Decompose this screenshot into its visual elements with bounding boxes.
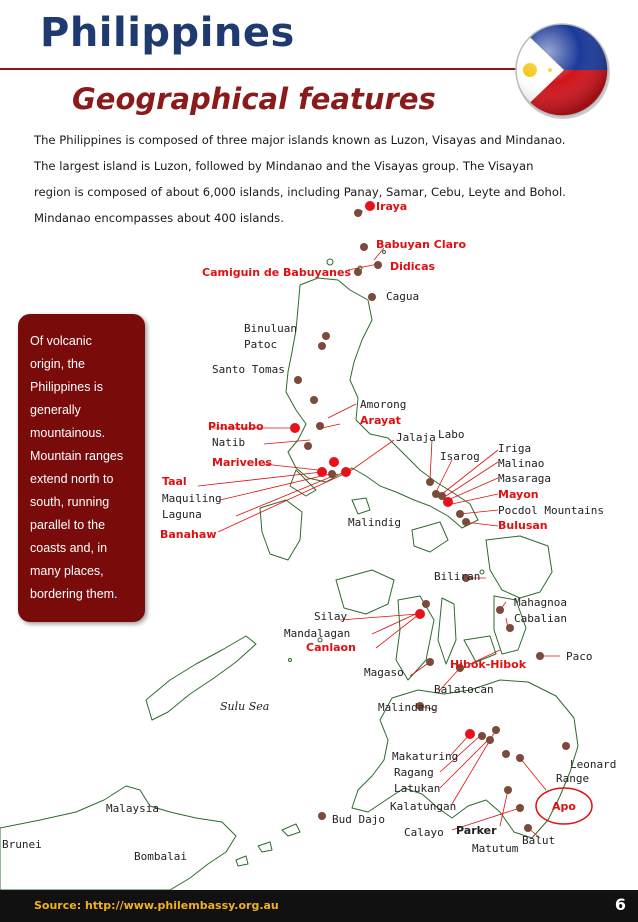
volcano-dot xyxy=(422,600,430,608)
volcano-label: Makaturing xyxy=(392,750,459,763)
callout-line: bordering them. xyxy=(30,587,118,601)
volcano-label: Cabalian xyxy=(514,612,567,625)
panay-island xyxy=(336,570,394,614)
callout-line: coasts and, in xyxy=(30,541,108,555)
volcano-dot xyxy=(329,457,339,467)
volcano-label: Binuluan xyxy=(244,322,297,335)
philippine-flag-icon xyxy=(512,20,612,120)
volcano-label: Bulusan xyxy=(498,519,548,532)
volcano-label: Ragang xyxy=(394,766,434,779)
page-subtitle: Geographical features xyxy=(72,82,436,116)
volcano-label: Jalaja xyxy=(396,431,436,444)
volcano-dot xyxy=(562,742,570,750)
place-label: Brunei xyxy=(2,838,42,851)
volcano-label: Santo Tomas xyxy=(212,363,285,376)
volcano-dot xyxy=(360,243,368,251)
callout-line: many places, xyxy=(30,564,104,578)
volcano-label: Cagua xyxy=(386,290,420,303)
callout-line: extend north to xyxy=(30,472,114,486)
sea-label: Sulu Sea xyxy=(220,700,270,713)
volcano-label: Amorong xyxy=(360,398,407,411)
place-label: Malaysia xyxy=(106,802,159,815)
volcano-label: Biliran xyxy=(434,570,481,583)
volcano-label: Balatocan xyxy=(434,683,494,696)
volcano-label: Apo xyxy=(552,800,576,813)
intro-line: The largest island is Luzon, followed by Mindanao and the Visayas group. The Visayan xyxy=(34,159,534,173)
volcano-dot xyxy=(304,442,312,450)
volcano-dot xyxy=(486,736,494,744)
volcano-dot xyxy=(374,261,382,269)
volcano-dot xyxy=(322,332,330,340)
volcano-dot xyxy=(354,209,362,217)
volcano-label: Babuyan Claro xyxy=(376,238,467,251)
volcano-dot xyxy=(365,201,375,211)
volcano-label: Matutum xyxy=(472,842,519,855)
volcano-label: Paco xyxy=(566,650,593,663)
volcano-dot xyxy=(341,467,351,477)
volcano-label: Malinao xyxy=(498,457,545,470)
intro-line: The Philippines is composed of three major islands known as Luzon, Visayas and Mindanao. xyxy=(34,133,566,147)
callout-line: Of volcanic xyxy=(30,334,92,348)
volcano-label: Pinatubo xyxy=(208,420,264,433)
volcano-label: Range xyxy=(556,772,590,785)
volcano-label: Parker xyxy=(456,824,497,837)
volcano-label: Silay xyxy=(314,610,348,623)
volcano-dot xyxy=(316,422,324,430)
callout-line: origin, the xyxy=(30,357,85,371)
volcano-label: Mandalagan xyxy=(284,627,351,640)
volcano-dot xyxy=(354,268,362,276)
callout-line: mountainous. xyxy=(30,426,106,440)
volcano-dot xyxy=(328,470,336,478)
marinduque-island xyxy=(352,498,370,514)
volcano-label: Iraya xyxy=(376,200,408,213)
volcano-dot xyxy=(506,624,514,632)
sulu-islands xyxy=(236,824,300,866)
volcano-label: Latukan xyxy=(394,782,441,795)
source-link[interactable]: Source: http://www.philembassy.org.au xyxy=(34,899,279,912)
volcano-dot xyxy=(524,824,532,832)
masbate-island xyxy=(412,522,448,552)
volcano-dot xyxy=(318,342,326,350)
volcano-label: Mahagnoa xyxy=(514,596,567,609)
volcano-label: Kalatungan xyxy=(390,800,457,813)
volcano-label: Bombalai xyxy=(134,850,187,863)
volcano-dot xyxy=(318,812,326,820)
volcano-dot xyxy=(492,726,500,734)
volcano-dot xyxy=(504,786,512,794)
volcano-dot xyxy=(516,754,524,762)
volcano-label: Laguna xyxy=(162,508,202,521)
volcano-dot xyxy=(368,293,376,301)
page-number: 6 xyxy=(614,895,626,914)
volcano-label: Labo xyxy=(438,428,465,441)
volcano-dot xyxy=(496,606,504,614)
volcano-label: Magaso xyxy=(364,666,404,679)
volcano-dot xyxy=(456,510,464,518)
cebu-island xyxy=(438,598,456,664)
volcano-label: Masaraga xyxy=(498,472,551,485)
page-title: Philippines xyxy=(40,10,295,56)
volcano-dot xyxy=(502,750,510,758)
volcano-label: Banahaw xyxy=(160,528,217,541)
mindoro-island xyxy=(260,500,302,560)
volcano-label: Calayo xyxy=(404,826,444,839)
page-footer xyxy=(0,890,638,922)
volcano-label: Malindang xyxy=(378,701,438,714)
callout-line: generally xyxy=(30,403,81,417)
volcano-label: Mariveles xyxy=(212,456,272,469)
volcano-label: Mayon xyxy=(498,488,539,501)
callout-line: Philippines is xyxy=(30,380,103,394)
volcano-label: Arayat xyxy=(360,414,401,427)
volcano-label: Malindig xyxy=(348,516,401,529)
volcano-label: Maquiling xyxy=(162,492,222,505)
volcano-dot xyxy=(443,497,453,507)
volcano-label: Camiguin de Babuyanes xyxy=(202,266,351,279)
volcanic-origin-callout xyxy=(18,314,145,622)
volcano-label: Natib xyxy=(212,436,246,449)
volcano-dot xyxy=(462,518,470,526)
volcano-label: Patoc xyxy=(244,338,278,351)
volcano-label: Taal xyxy=(162,475,187,488)
volcano-label: Iriga xyxy=(498,442,532,455)
volcano-dot xyxy=(465,729,475,739)
volcano-dot xyxy=(426,478,434,486)
volcano-dot xyxy=(310,396,318,404)
volcano-dot xyxy=(290,423,300,433)
volcano-dot xyxy=(478,732,486,740)
volcano-dot xyxy=(415,609,425,619)
volcano-dot xyxy=(294,376,302,384)
volcano-label: Bud Dajo xyxy=(332,813,385,826)
volcano-label: Hibok-Hibok xyxy=(450,658,527,671)
intro-line: region is composed of about 6,000 islands, including Panay, Samar, Cebu, Leyte and Bohol. xyxy=(34,185,566,199)
volcano-label: Didicas xyxy=(390,260,436,273)
intro-line: Mindanao encompasses about 400 islands. xyxy=(34,211,284,225)
callout-line: Mountain ranges xyxy=(30,449,124,463)
volcano-dot xyxy=(516,804,524,812)
samar-island xyxy=(486,536,552,598)
callout-line: south, running xyxy=(30,495,110,509)
volcano-label: Leonard xyxy=(570,758,617,771)
callout-line: parallel to the xyxy=(30,518,106,532)
title-divider xyxy=(0,68,520,70)
volcano-label: Balut xyxy=(522,834,556,847)
volcano-dot xyxy=(536,652,544,660)
volcano-dot xyxy=(317,467,327,477)
volcano-label: Pocdol Mountains xyxy=(498,504,604,517)
volcano-label: Canlaon xyxy=(306,641,356,654)
volcano-dot xyxy=(426,658,434,666)
volcano-label: Isarog xyxy=(440,450,480,463)
